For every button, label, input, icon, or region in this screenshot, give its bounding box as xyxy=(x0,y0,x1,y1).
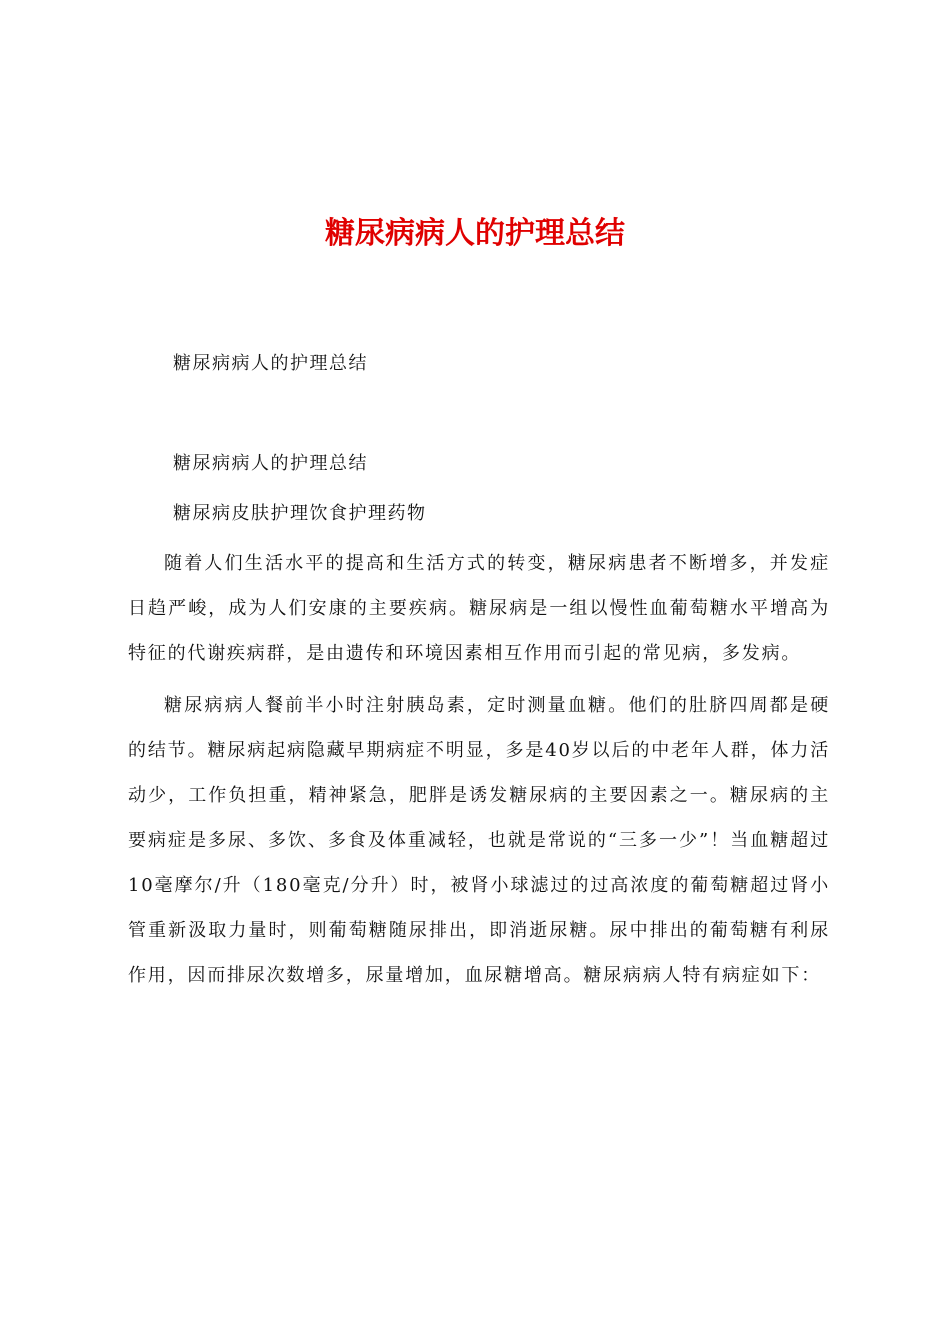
body-paragraph: 糖尿病病人餐前半小时注射胰岛素，定时测量血糖。他们的肚脐四周都是硬的结节。糖尿病起病隐藏早期病症不明显，多是40岁以后的中老年人群，体力活动少，工作负担重，精神紧急，肥胖是诱发糖尿病的主要因素之一。糖尿病的主要病症是多尿、多饮、多食及体重减轻，也就是常说的“三多一少”！当血糖超过10毫摩尔/升（180毫克/分升）时，被肾小球滤过的过高浓度的葡萄糖超过肾小管重新汲取力量时，则葡萄糖随尿排出，即消逝尿糖。尿中排出的葡萄糖有利尿作用，因而排尿次数增多，尿量增加，血尿糖增高。糖尿病病人特有病症如下： xyxy=(128,695,830,986)
body-paragraph: 随着人们生活水平的提高和生活方式的转变，糖尿病患者不断增多，并发症日趋严峻，成为人们安康的主要疾病。糖尿病是一组以慢性血葡萄糖水平增高为特征的代谢疾病群，是由遗传和环境因素相互作用而引起的常见病，多发病。 xyxy=(128,553,830,664)
subtitle-line: 糖尿病病人的护理总结 xyxy=(173,453,368,474)
body-text xyxy=(128,541,830,998)
keywords-line: 糖尿病皮肤护理饮食护理药物 xyxy=(173,503,427,524)
document-title: 糖尿病病人的护理总结 xyxy=(325,216,625,251)
subtitle-line: 糖尿病病人的护理总结 xyxy=(173,353,368,374)
